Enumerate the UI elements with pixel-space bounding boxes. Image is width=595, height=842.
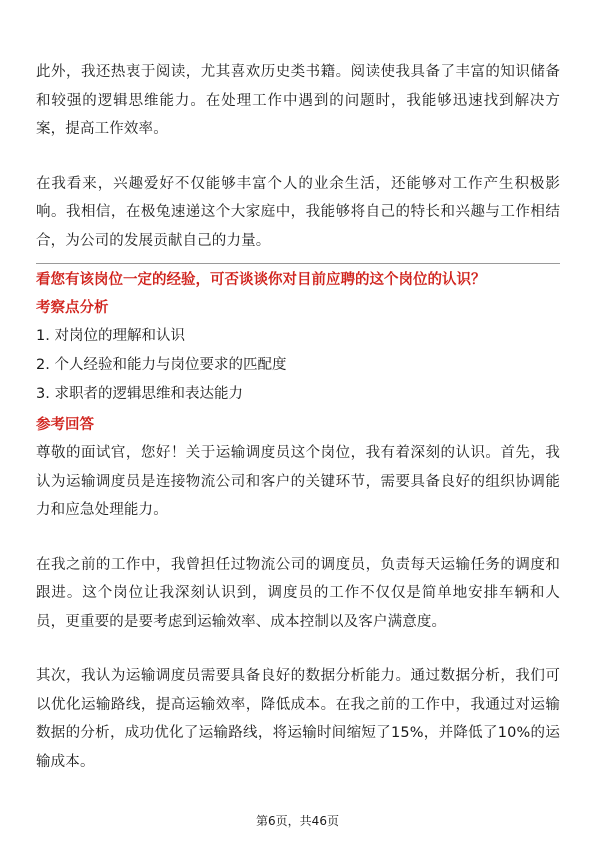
answer-paragraph: 其次，我认为运输调度员需要具备良好的数据分析能力。通过数据分析，我们可以优化运输路线，提高运输效率，降低成本。在我之前的工作中，我通过对运输数据的分析，成功优化了运输路线，将运输时间缩短了15%，并降低了10%的运输成本。 [36,668,560,770]
answer-paragraph: 尊敬的面试官，您好！关于运输调度员这个岗位，我有着深刻的认识。首先，我认为运输调度员是连接物流公司和客户的关键环节，需要具备良好的组织协调能力和应急处理能力。 [36,445,560,518]
analysis-list [36,322,560,409]
interview-question: 看您有该岗位一定的经验，可否谈谈你对目前应聘的这个岗位的认识？ [36,272,486,288]
answer-paragraph: 在我之前的工作中，我曾担任过物流公司的调度员，负责每天运输任务的调度和跟进。这个岗位让我深刻认识到，调度员的工作不仅仅是简单地安排车辆和人员，更重要的是要考虑到运输效率、成本控制以及客户满意度。 [36,556,560,630]
answer-heading: 参考回答 [36,417,94,433]
list-item: 2. 个人经验和能力与岗位要求的匹配度 [36,357,287,373]
intro-paragraph: 在我看来，兴趣爱好不仅能够丰富个人的业余生活，还能够对工作产生积极影响。我相信，在极兔速递这个大家庭中，我能够将自己的特长和兴趣与工作相结合，为公司的发展贡献自己的力量。 [36,175,560,249]
intro-paragraph: 此外，我还热衷于阅读，尤其喜欢历史类书籍。阅读使我具备了丰富的知识储备和较强的逻辑思维能力。在处理工作中遇到的问题时，我能够迅速找到解决方案，提高工作效率。 [36,64,560,137]
list-item: 1. 对岗位的理解和认识 [36,328,185,344]
page-number: 第6页，共46页 [256,814,339,828]
list-item: 3. 求职者的逻辑思维和表达能力 [36,386,243,402]
analysis-heading: 考察点分析 [36,300,109,316]
section-divider [36,263,560,264]
document-body [36,58,560,776]
